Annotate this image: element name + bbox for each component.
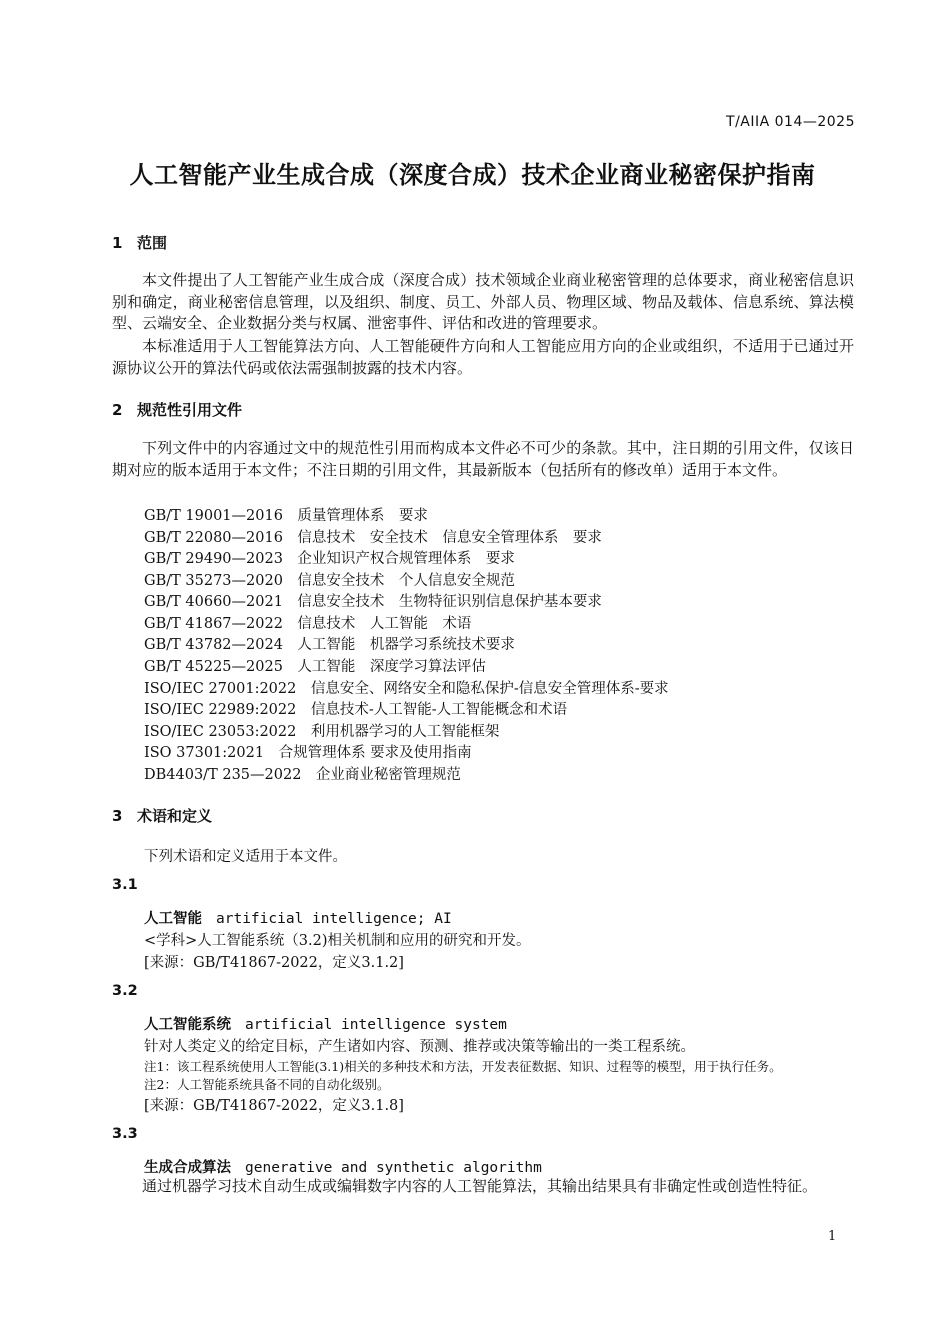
reference-item: ISO/IEC 23053:2022 利用机器学习的人工智能框架 xyxy=(144,724,500,740)
term-chinese: 生成合成算法 xyxy=(144,1160,231,1176)
reference-item: GB/T 43782—2024 人工智能 机器学习系统技术要求 xyxy=(144,637,515,653)
reference-item: ISO/IEC 22989:2022 信息技术-人工智能-人工智能概念和术语 xyxy=(144,702,568,718)
term-chinese: 人工智能 xyxy=(144,911,202,927)
reference-item: GB/T 41867—2022 信息技术 人工智能 术语 xyxy=(144,616,472,632)
term-entry xyxy=(144,1013,507,1034)
scope-paragraph-1: 本文件提出了人工智能产业生成合成（深度合成）技术领域企业商业秘密管理的总体要求，商业秘密信息识别和确定，商业秘密信息管理，以及组织、制度、员工、外部人员、物理区域、物品及载体、信息系统、算法模型、云端安全、企业数据分类与权属、泄密事件、评估和改进的管理要求。 xyxy=(112,271,854,333)
term-note: 注1：该工程系统使用人工智能(3.1)相关的多种技术和方法，开发表征数据、知识、过程等的模型，用于执行任务。 xyxy=(144,1059,782,1074)
term-note: 注2：人工智能系统具备不同的自动化级别。 xyxy=(144,1077,390,1092)
term-entry xyxy=(144,907,452,928)
term-english: artificial intelligence system xyxy=(245,1017,507,1033)
reference-item: GB/T 22080—2016 信息技术 安全技术 信息安全管理体系 要求 xyxy=(144,530,602,546)
page-title: 人工智能产业生成合成（深度合成）技术企业商业秘密保护指南 xyxy=(129,161,816,189)
reference-item: ISO/IEC 27001:2022 信息安全、网络安全和隐私保护-信息安全管理体系-要求 xyxy=(144,681,669,697)
term-definition: 通过机器学习技术自动生成或编辑数字内容的人工智能算法，其输出结果具有非确定性或创造性特征。 xyxy=(142,1177,818,1195)
reference-item: GB/T 35273—2020 信息安全技术 个人信息安全规范 xyxy=(144,573,515,589)
section-3-heading xyxy=(112,805,212,826)
term-english: generative and synthetic algorithm xyxy=(245,1160,542,1176)
term-chinese: 人工智能系统 xyxy=(144,1017,231,1033)
section-number: 3 xyxy=(112,807,123,825)
section-title: 范围 xyxy=(137,234,168,252)
term-number: 3.1 xyxy=(112,877,138,893)
reference-item: GB/T 19001—2016 质量管理体系 要求 xyxy=(144,508,428,524)
reference-item: GB/T 29490—2023 企业知识产权合规管理体系 要求 xyxy=(144,551,515,567)
document-code: T/AIIA 014—2025 xyxy=(726,114,855,130)
terms-intro: 下列术语和定义适用于本文件。 xyxy=(144,849,347,865)
scope-paragraph-2: 本标准适用于人工智能算法方向、人工智能硬件方向和人工智能应用方向的企业或组织，不适用于已通过开源协议公开的算法代码或依法需强制披露的技术内容。 xyxy=(112,337,854,377)
term-number: 3.2 xyxy=(112,983,138,999)
term-source: [来源：GB/T41867-2022，定义3.1.2] xyxy=(144,955,404,971)
page-number: 1 xyxy=(828,1229,837,1244)
reference-item: DB4403/T 235—2022 企业商业秘密管理规范 xyxy=(144,767,461,783)
term-source: [来源：GB/T41867-2022，定义3.1.8] xyxy=(144,1098,404,1114)
term-entry xyxy=(144,1156,542,1177)
term-english: artificial intelligence; AI xyxy=(216,911,452,927)
section-number: 2 xyxy=(112,401,123,419)
section-1-heading xyxy=(112,232,167,253)
references-intro: 下列文件中的内容通过文中的规范性引用而构成本文件必不可少的条款。其中，注日期的引用文件，仅该日期对应的版本适用于本文件；不注日期的引用文件，其最新版本（包括所有的修改单）适用于本文件。 xyxy=(112,439,854,479)
section-2-heading xyxy=(112,399,242,420)
term-definition: <学科>人工智能系统（3.2)相关机制和应用的研究和开发。 xyxy=(144,933,531,949)
reference-item: GB/T 45225—2025 人工智能 深度学习算法评估 xyxy=(144,659,486,675)
section-title: 规范性引用文件 xyxy=(137,401,243,419)
section-title: 术语和定义 xyxy=(137,807,213,825)
reference-item: GB/T 40660—2021 信息安全技术 生物特征识别信息保护基本要求 xyxy=(144,594,602,610)
term-number: 3.3 xyxy=(112,1126,138,1142)
reference-item: ISO 37301:2021 合规管理体系 要求及使用指南 xyxy=(144,745,472,761)
term-definition: 针对人类定义的给定目标，产生诸如内容、预测、推荐或决策等输出的一类工程系统。 xyxy=(144,1039,695,1055)
section-number: 1 xyxy=(112,234,123,252)
